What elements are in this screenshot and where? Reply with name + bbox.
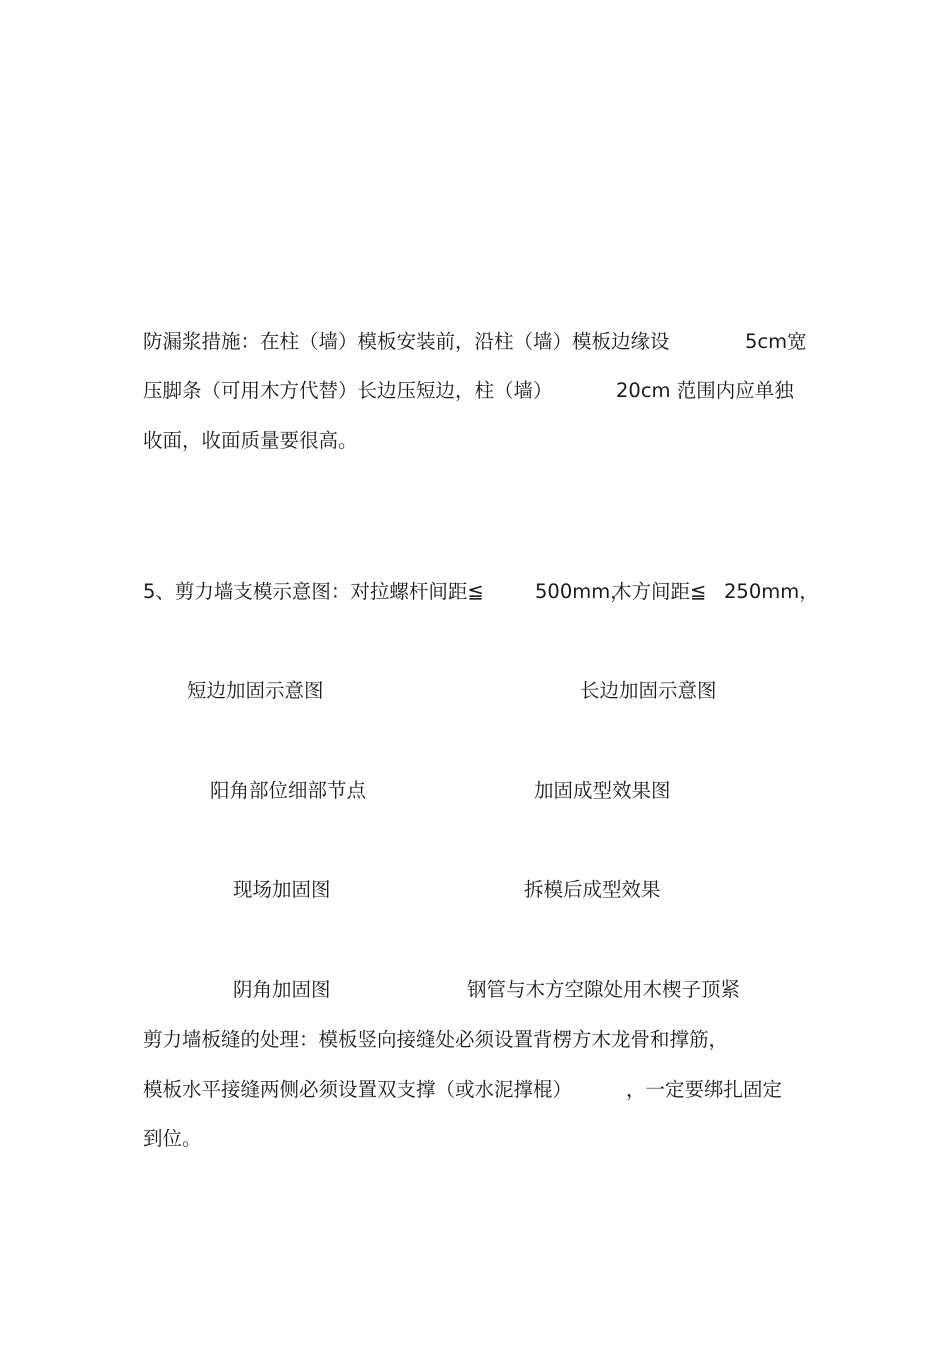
paragraph1-line3: 收面，收面质量要很高。 bbox=[143, 429, 358, 452]
caption-wedge-gap: 钢管与木方空隙处用木楔子顶紧 bbox=[467, 978, 741, 1001]
section5-heading-text: 5、剪力墙支模示意图：对拉螺杆间距≦ bbox=[143, 580, 484, 603]
paragraph1-line2-value: 20cm 范围内应单独 bbox=[616, 379, 794, 402]
paragraph1-line2: 压脚条（可用木方代替）长边压短边，柱（墙） bbox=[143, 379, 553, 402]
paragraph2-line2-b: ，一定要绑扎固定 bbox=[626, 1078, 783, 1101]
paragraph1-line1: 防漏浆措施：在柱（墙）模板安装前，沿柱（墙）模板边缘设 bbox=[143, 330, 670, 353]
bolt-spacing-value: 500mm， bbox=[535, 580, 630, 603]
caption-after-demolding: 拆模后成型效果 bbox=[524, 878, 661, 901]
paragraph2-line3: 到位。 bbox=[143, 1127, 202, 1150]
caption-site-reinforcement: 现场加固图 bbox=[233, 878, 331, 901]
caption-outside-corner: 阳角部位细部节点 bbox=[210, 779, 367, 802]
paragraph2-line1: 剪力墙板缝的处理：模板竖向接缝处必须设置背楞方木龙骨和撑筋， bbox=[143, 1028, 729, 1051]
caption-reinforcement-result: 加固成型效果图 bbox=[534, 779, 671, 802]
caption-inside-corner: 阴角加固图 bbox=[233, 978, 331, 1001]
paragraph2-line2-a: 模板水平接缝两侧必须设置双支撑（或水泥撑棍） bbox=[143, 1078, 573, 1101]
caption-short-side: 短边加固示意图 bbox=[187, 679, 324, 702]
timber-spacing-value: 250mm， bbox=[724, 580, 819, 603]
timber-spacing-label: 木方间距≦ bbox=[612, 580, 707, 603]
paragraph1-line1-value: 5cm宽 bbox=[745, 330, 807, 353]
caption-long-side: 长边加固示意图 bbox=[580, 679, 717, 702]
